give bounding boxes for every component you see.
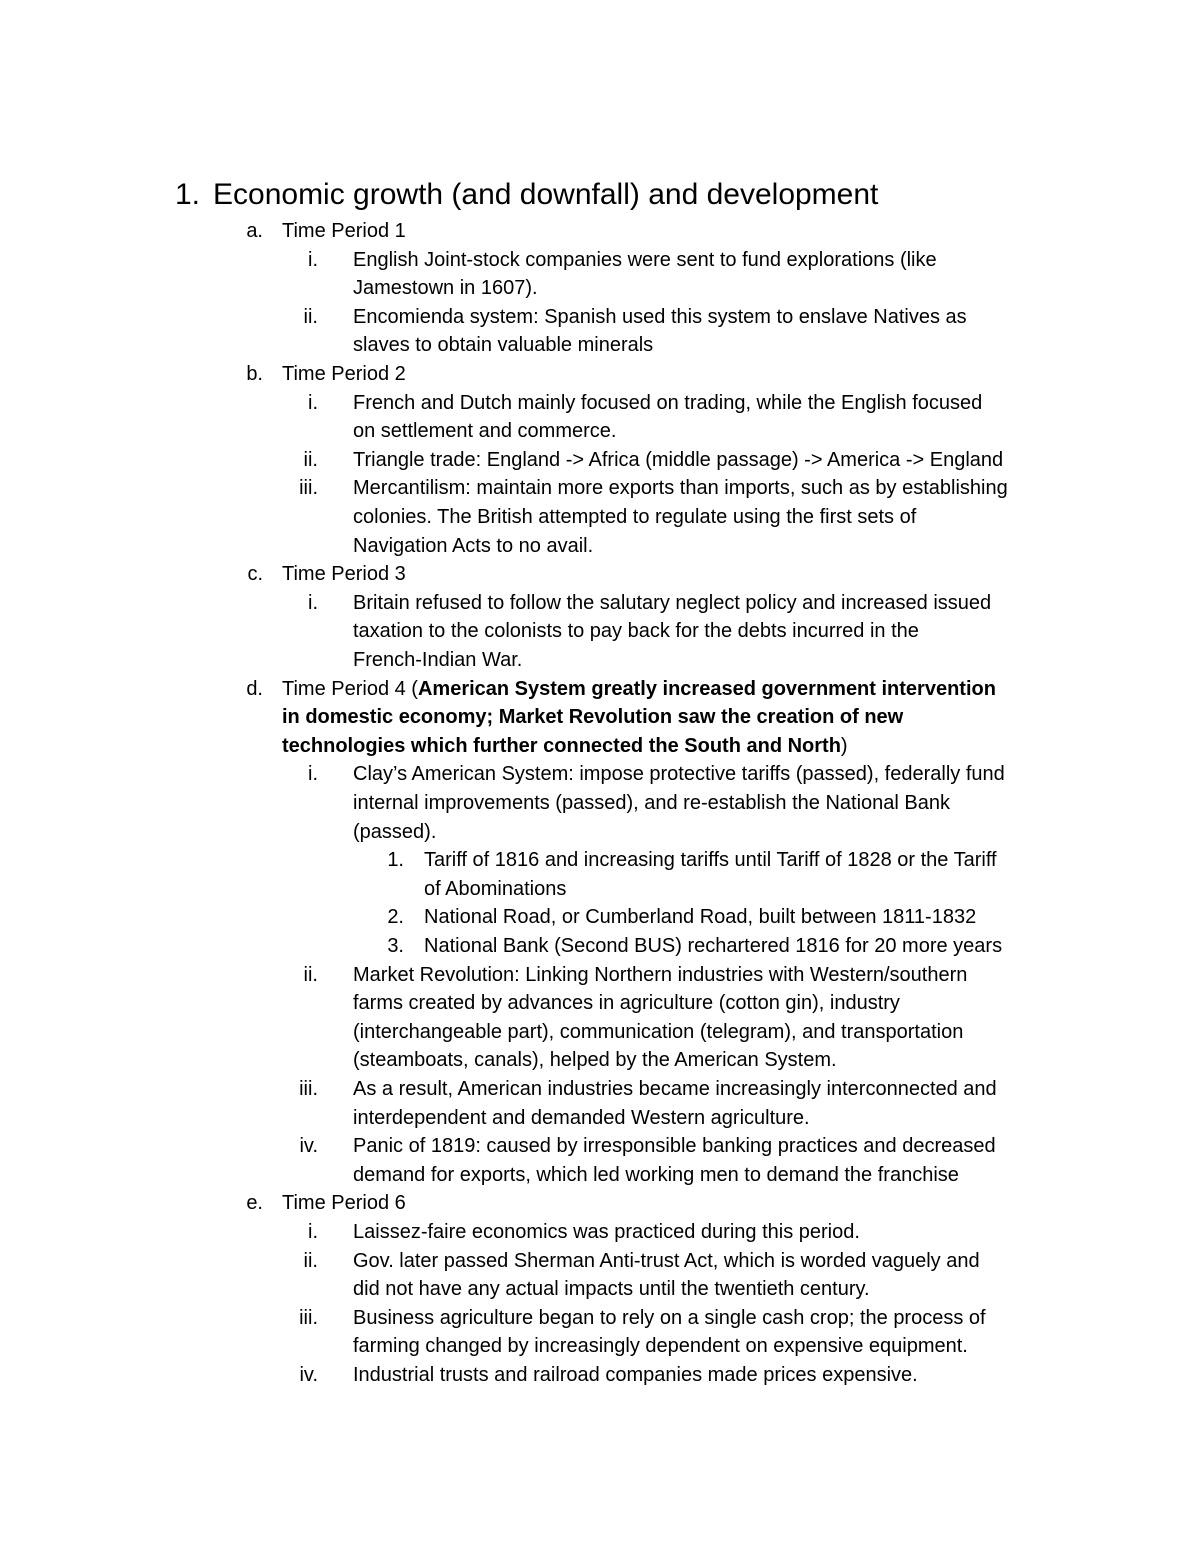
item-text-line: did not have any actual impacts until the twentieth century. (353, 1278, 870, 1301)
subitem-text-line: National Road, or Cumberland Road, built between 1811-1832 (424, 906, 977, 929)
item-marker: iii. (299, 477, 318, 500)
item-text-line: (passed). (353, 820, 437, 843)
item-text-line: Encomienda system: Spanish used this system to enslave Natives as (353, 305, 967, 328)
item-text-line: demand for exports, which led working men to demand the franchise (353, 1163, 959, 1186)
item-marker: ii. (303, 448, 318, 471)
item-text-line: Clay’s American System: impose protective tariffs (passed), federally fund (353, 763, 1005, 786)
section-marker: e. (246, 1192, 263, 1215)
item-text-line: internal improvements (passed), and re-establish the National Bank (353, 792, 950, 814)
subitem-marker: 1. (387, 849, 404, 872)
section-marker: b. (246, 363, 263, 385)
item-marker: ii. (303, 305, 318, 328)
section-marker: d. (246, 677, 263, 700)
item-text-line: taxation to the colonists to pay back for the debts incurred in the (353, 620, 919, 643)
item-marker: i. (308, 763, 318, 786)
section-title-bold: in domestic economy; Market Revolution saw the creation of new (282, 706, 904, 729)
item-text-line: farms created by advances in agriculture (cotton gin), industry (353, 992, 900, 1015)
item-text-line: French and Dutch mainly focused on trading, while the English focused (353, 391, 983, 414)
item-text-line: on settlement and commerce. (353, 420, 617, 443)
section-title: Time Period 2 (282, 363, 406, 385)
item-text-line: slaves to obtain valuable minerals (353, 334, 654, 357)
section-title (282, 675, 996, 703)
section-title: Time Period 3 (282, 563, 406, 586)
item-text-line: Gov. later passed Sherman Anti-trust Act, which is worded vaguely and (353, 1249, 980, 1272)
item-text-line: interdependent and demanded Western agriculture. (353, 1106, 810, 1129)
section-marker: a. (246, 220, 263, 242)
item-text-line: Market Revolution: Linking Northern industries with Western/southern (353, 963, 968, 986)
item-text-line: (steamboats, canals), helped by the American System. (353, 1049, 837, 1072)
subitem-marker: 2. (387, 906, 404, 929)
section-title-text: Time Period 4 ( (282, 677, 418, 700)
section-heading (175, 175, 878, 215)
item-text-line: As a result, American industries became increasingly interconnected and (353, 1078, 997, 1100)
item-marker: iii. (299, 1306, 318, 1329)
item-text-line: (interchangeable part), communication (telegram), and transportation (353, 1020, 964, 1043)
item-text-line: Navigation Acts to no avail. (353, 534, 594, 557)
item-text-line: English Joint-stock companies were sent to fund explorations (like (353, 248, 937, 271)
item-marker: ii. (303, 963, 318, 986)
item-text-line: Panic of 1819: caused by irresponsible banking practices and decreased (353, 1135, 996, 1158)
item-marker: i. (308, 248, 318, 271)
item-text-line: Britain refused to follow the salutary neglect policy and increased issued (353, 591, 992, 614)
item-text-line: Business agriculture began to rely on a single cash crop; the process of (353, 1306, 986, 1329)
subitem-text-line: National Bank (Second BUS) rechartered 1816 for 20 more years (424, 935, 1003, 957)
item-marker: iv. (299, 1364, 318, 1386)
section-title: Time Period 6 (282, 1192, 406, 1215)
item-text-line: colonies. The British attempted to regulate using the first sets of (353, 506, 917, 528)
section-title-bold: American System greatly increased government intervention (417, 677, 996, 700)
heading-text: Economic growth (and downfall) and development (213, 178, 879, 211)
subitem-marker: 3. (387, 935, 404, 957)
item-marker: i. (308, 1221, 318, 1243)
item-text-line: Mercantilism: maintain more exports than imports, such as by establishing (353, 477, 1008, 500)
item-text-line: Triangle trade: England -> Africa (middle passage) -> America -> England (353, 448, 1004, 471)
heading-number: 1. (175, 178, 201, 211)
item-text-line: Industrial trusts and railroad companies made prices expensive. (353, 1364, 918, 1386)
section-marker: c. (247, 563, 263, 586)
subitem-text-line: Tariff of 1816 and increasing tariffs until Tariff of 1828 or the Tariff (424, 849, 997, 872)
subitem-text-line: of Abominations (424, 877, 567, 900)
item-text-line: Jamestown in 1607). (353, 277, 538, 300)
item-marker: iii. (299, 1078, 318, 1100)
item-marker: i. (308, 591, 318, 614)
item-marker: iv. (299, 1135, 318, 1158)
item-text-line: farming changed by increasingly dependent on expensive equipment. (353, 1335, 968, 1358)
section-title-bold-line (282, 703, 903, 731)
item-text-line: Laissez-faire economics was practiced during this period. (353, 1221, 860, 1243)
item-marker: ii. (303, 1249, 318, 1272)
item-marker: i. (308, 391, 318, 414)
section-title-bold-line (282, 732, 848, 760)
section-title-bold: technologies which further connected the South and North (282, 734, 841, 757)
item-text-line: French-Indian War. (353, 649, 523, 671)
section-title: Time Period 1 (282, 220, 406, 242)
section-title-end: ) (840, 734, 848, 757)
